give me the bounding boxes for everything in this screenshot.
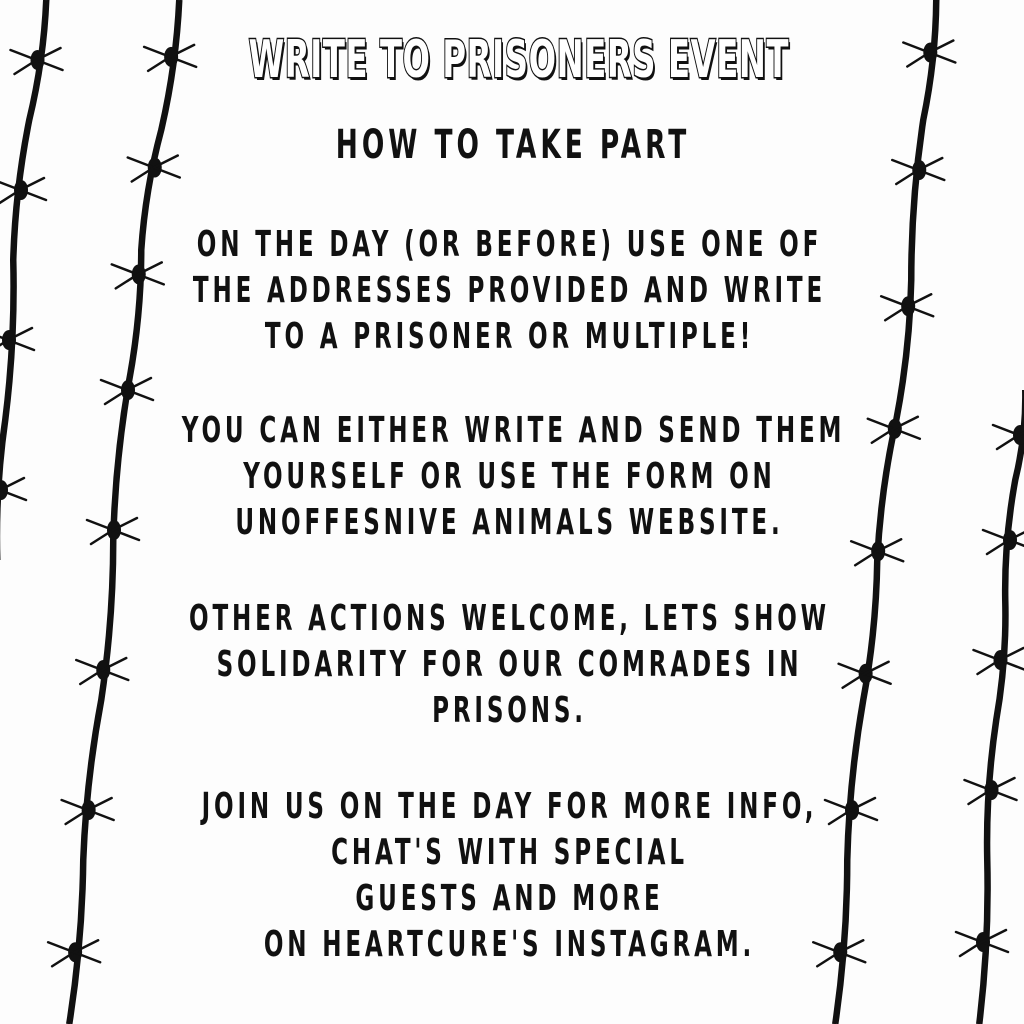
paragraph-line: SOLIDARITY FOR OUR COMRADES IN bbox=[216, 644, 803, 685]
barb bbox=[0, 328, 34, 354]
paragraph-line: YOURSELF OR USE THE FORM ON bbox=[243, 456, 776, 497]
barb bbox=[128, 156, 180, 182]
event-title: WRITE TO PRISONERS EVENT bbox=[248, 30, 790, 90]
paragraph-line: THE ADDRESSES PROVIDED AND WRITE bbox=[192, 270, 827, 311]
paragraph-line: YOU CAN EITHER WRITE AND SEND THEM bbox=[181, 410, 846, 451]
instruction-paragraph-3 bbox=[182, 596, 837, 734]
wire-strand bbox=[0, 0, 48, 560]
barb bbox=[0, 478, 26, 504]
paragraph-line: GUESTS AND MORE bbox=[355, 878, 664, 919]
paragraph-line: ON THE DAY (OR BEFORE) USE ONE OF bbox=[196, 224, 823, 265]
paragraph-line: PRISONS. bbox=[432, 690, 587, 731]
wire-strand bbox=[71, 0, 181, 1024]
instruction-paragraph-2 bbox=[181, 408, 846, 546]
wire-strand bbox=[981, 390, 1024, 1024]
barb bbox=[0, 178, 46, 204]
instruction-paragraph-1 bbox=[182, 222, 837, 360]
barb bbox=[956, 930, 1008, 956]
paragraph-line: UNOFFESNIVE ANIMALS WEBSITE. bbox=[235, 502, 784, 543]
paragraph-line: ON HEARTCURE'S INSTAGRAM. bbox=[263, 924, 756, 965]
instruction-paragraph-4 bbox=[182, 784, 837, 968]
paragraph-line: OTHER ACTIONS WELCOME, LETS SHOW bbox=[189, 598, 830, 639]
paragraph-line: JOIN US ON THE DAY FOR MORE INFO, bbox=[201, 786, 818, 827]
paragraph-line: TO A PRISONER OR MULTIPLE! bbox=[264, 316, 755, 357]
wire-strand bbox=[837, 0, 938, 1024]
paragraph-line: CHAT'S WITH SPECIAL bbox=[331, 832, 688, 873]
barb bbox=[974, 648, 1024, 674]
how-to-take-part-heading: HOW TO TAKE PART bbox=[335, 122, 691, 168]
